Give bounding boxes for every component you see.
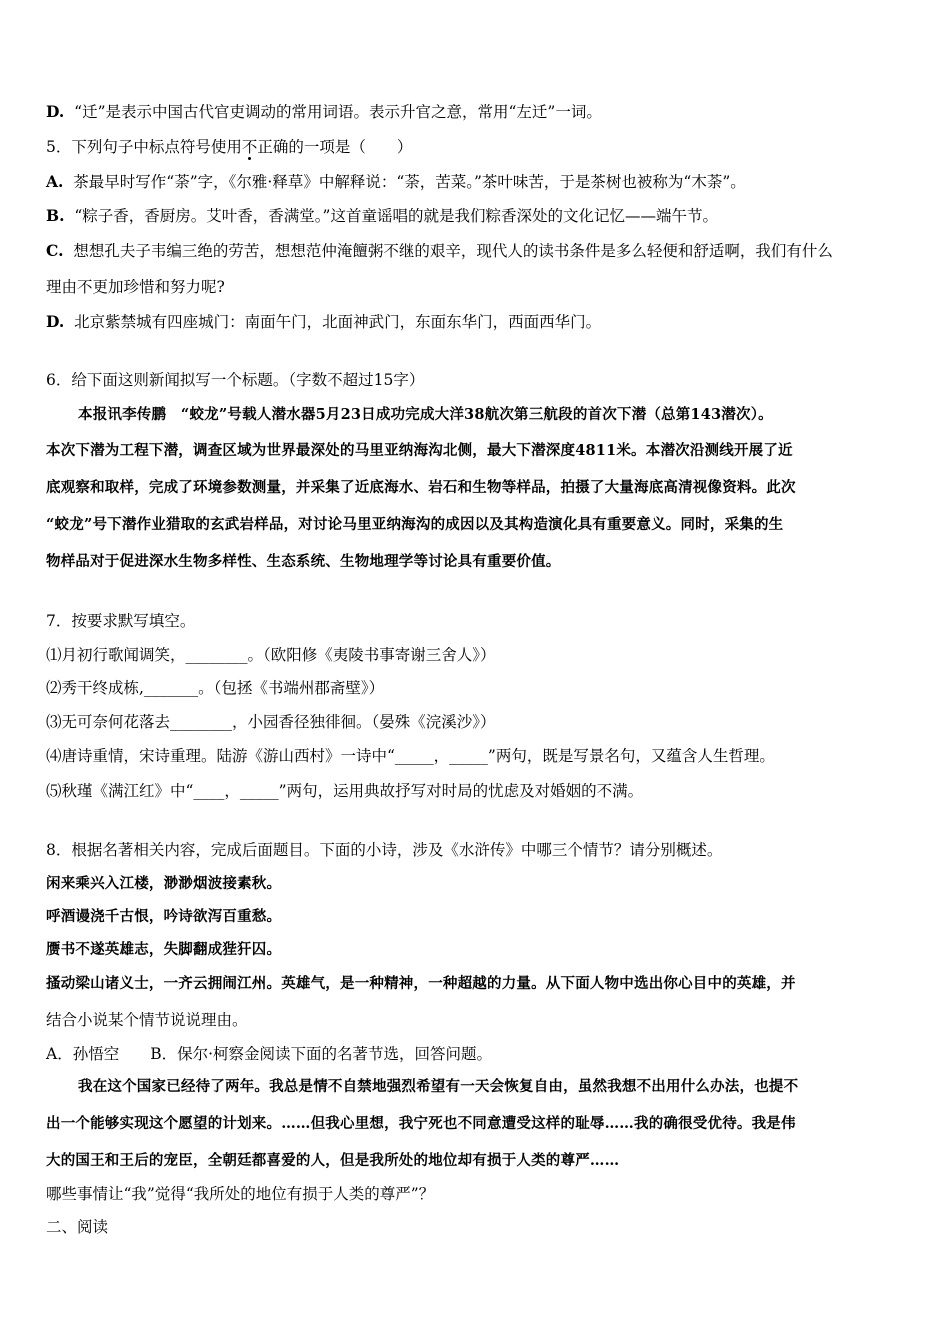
q6-news-line: 底观察和取样，完成了环境参数测量，并采集了近底海水、岩石和生物等样品，拍摄了大量海底高清视像资料。此次 — [46, 479, 796, 496]
q8-excerpt-line: 大的国王和王后的宠臣，全朝廷都喜爱的人，但是我所处的地位却有损于人类的尊严…… — [46, 1152, 620, 1169]
q5-option-c-cont: 理由不更加珍惜和努力呢? — [46, 278, 225, 296]
q8-poem-line: 呼酒谩浇千古恨，吟诗欲泻百重愁。 — [46, 908, 282, 925]
q8-poem-line: 赝书不遂英雄志，失脚翻成狴犴囚。 — [46, 941, 282, 958]
q7-item-4: ⑷唐诗重情，宋诗重理。陆游《游山西村》一诗中“_____，_____”两句，既是写景名句，又蕴含人生哲理。 — [46, 747, 775, 765]
q5-option-a — [46, 172, 746, 192]
q8-excerpt-line: 出一个能够实现这个愿望的计划来。……但我心里想，我宁死也不同意遭受这样的耻辱……我的确很受优待。我是伟 — [46, 1115, 796, 1132]
q5-stem — [46, 137, 412, 157]
option-letter: A. — [46, 172, 64, 191]
option-letter: B. — [46, 206, 65, 225]
q7-item-5: ⑸秋瑾《满江红》中“____，_____”两句，运用典故抒写对时局的忧虑及对婚姻的不满。 — [46, 782, 644, 800]
q7-item-2: ⑵秀干终成栋,_______。（包拯《书端州郡斋壁》） — [46, 679, 385, 697]
option-text: 北京紫禁城有四座城门：南面午门，北面神武门，东面东华门，西面西华门。 — [74, 313, 602, 331]
option-text: 茶最早时写作“荼”字，《尔雅·释草》中解释说：“荼，苦菜。”茶叶味苦，于是茶树也被称为“木荼”。 — [73, 173, 746, 191]
q5-option-c — [46, 241, 833, 261]
q5-option-d — [46, 312, 601, 332]
q6-news-line: 本报讯李传鹏 “蛟龙”号载人潜水器5月23日成功完成大洋38航次第三航段的首次下潜（总第143潜次）。 — [78, 406, 773, 423]
option-text: “迁”是表示中国古代官吏调动的常用词语。表示升官之意，常用“左迁”一词。 — [74, 103, 602, 121]
q8-continue-text: 搔动梁山诸义士，一齐云拥闹江州。英雄气，是一种精神，一种超越的力量。从下面人物中选出你心目中的英雄，并 — [46, 975, 796, 992]
q7-item-3: ⑶无可奈何花落去________，小园香径独徘徊。（晏殊《浣溪沙》） — [46, 713, 496, 731]
q8-poem-line: 闲来乘兴入江楼，渺渺烟波接素秋。 — [46, 875, 282, 892]
q8-options: A．孙悟空 B．保尔·柯察金阅读下面的名著节选，回答问题。 — [46, 1045, 493, 1063]
q8-continue-line: 结合小说某个情节说说理由。 — [46, 1011, 248, 1029]
q8-excerpt-line: 我在这个国家已经待了两年。我总是情不自禁地强烈希望有一天会恢复自由，虽然我想不出用什么办法，也提不 — [78, 1078, 799, 1095]
q6-news-line: 本次下潜为工程下潜，调查区域为世界最深处的马里亚纳海沟北侧，最大下潜深度4811米。本潜次沿测线开展了近 — [46, 442, 793, 459]
emphasis-dot-char: 不 — [241, 138, 258, 156]
q8-stem: 8．根据名著相关内容，完成后面题目。下面的小诗，涉及《水浒传》中哪三个情节？请分别概述。 — [46, 841, 723, 859]
option-letter: C. — [46, 241, 64, 260]
q7-item-1: ⑴月初行歌闻调笑，________。（欧阳修《夷陵书事寄谢三舍人》） — [46, 646, 496, 664]
q6-news-line: 物样品对于促进深水生物多样性、生态系统、生物地理学等讨论具有重要价值。 — [46, 553, 561, 570]
section-heading-reading: 二、阅读 — [46, 1218, 109, 1236]
q8-question: 哪些事情让“我”觉得“我所处的地位有损于人类的尊严”？ — [46, 1185, 435, 1203]
option-text: “粽子香，香厨房。艾叶香，香满堂。”这首童谣唱的就是我们粽香深处的文化记忆——端午节。 — [74, 207, 718, 225]
q7-stem: 7．按要求默写填空。 — [46, 612, 196, 630]
q5-option-b — [46, 206, 718, 226]
stem-text: 正确的一项是（ ） — [257, 138, 413, 156]
stem-text: 5．下列句子中标点符号使用 — [46, 138, 242, 156]
q6-news-line: “蛟龙”号下潜作业猎取的玄武岩样品，对讨论马里亚纳海沟的成因以及其构造演化具有重要意义。同时，采集的生 — [46, 516, 784, 533]
q8-continue-line — [46, 973, 796, 994]
q4-option-d — [46, 102, 602, 122]
option-letter: D. — [46, 102, 65, 121]
option-text: 想想孔夫子韦编三绝的劳苦，想想范仲淹饘粥不继的艰辛，现代人的读书条件是多么轻便和舒适啊，我们有什么 — [73, 242, 833, 260]
option-letter: D. — [46, 312, 65, 331]
q6-stem: 6．给下面这则新闻拟写一个标题。（字数不超过15字） — [46, 371, 425, 389]
